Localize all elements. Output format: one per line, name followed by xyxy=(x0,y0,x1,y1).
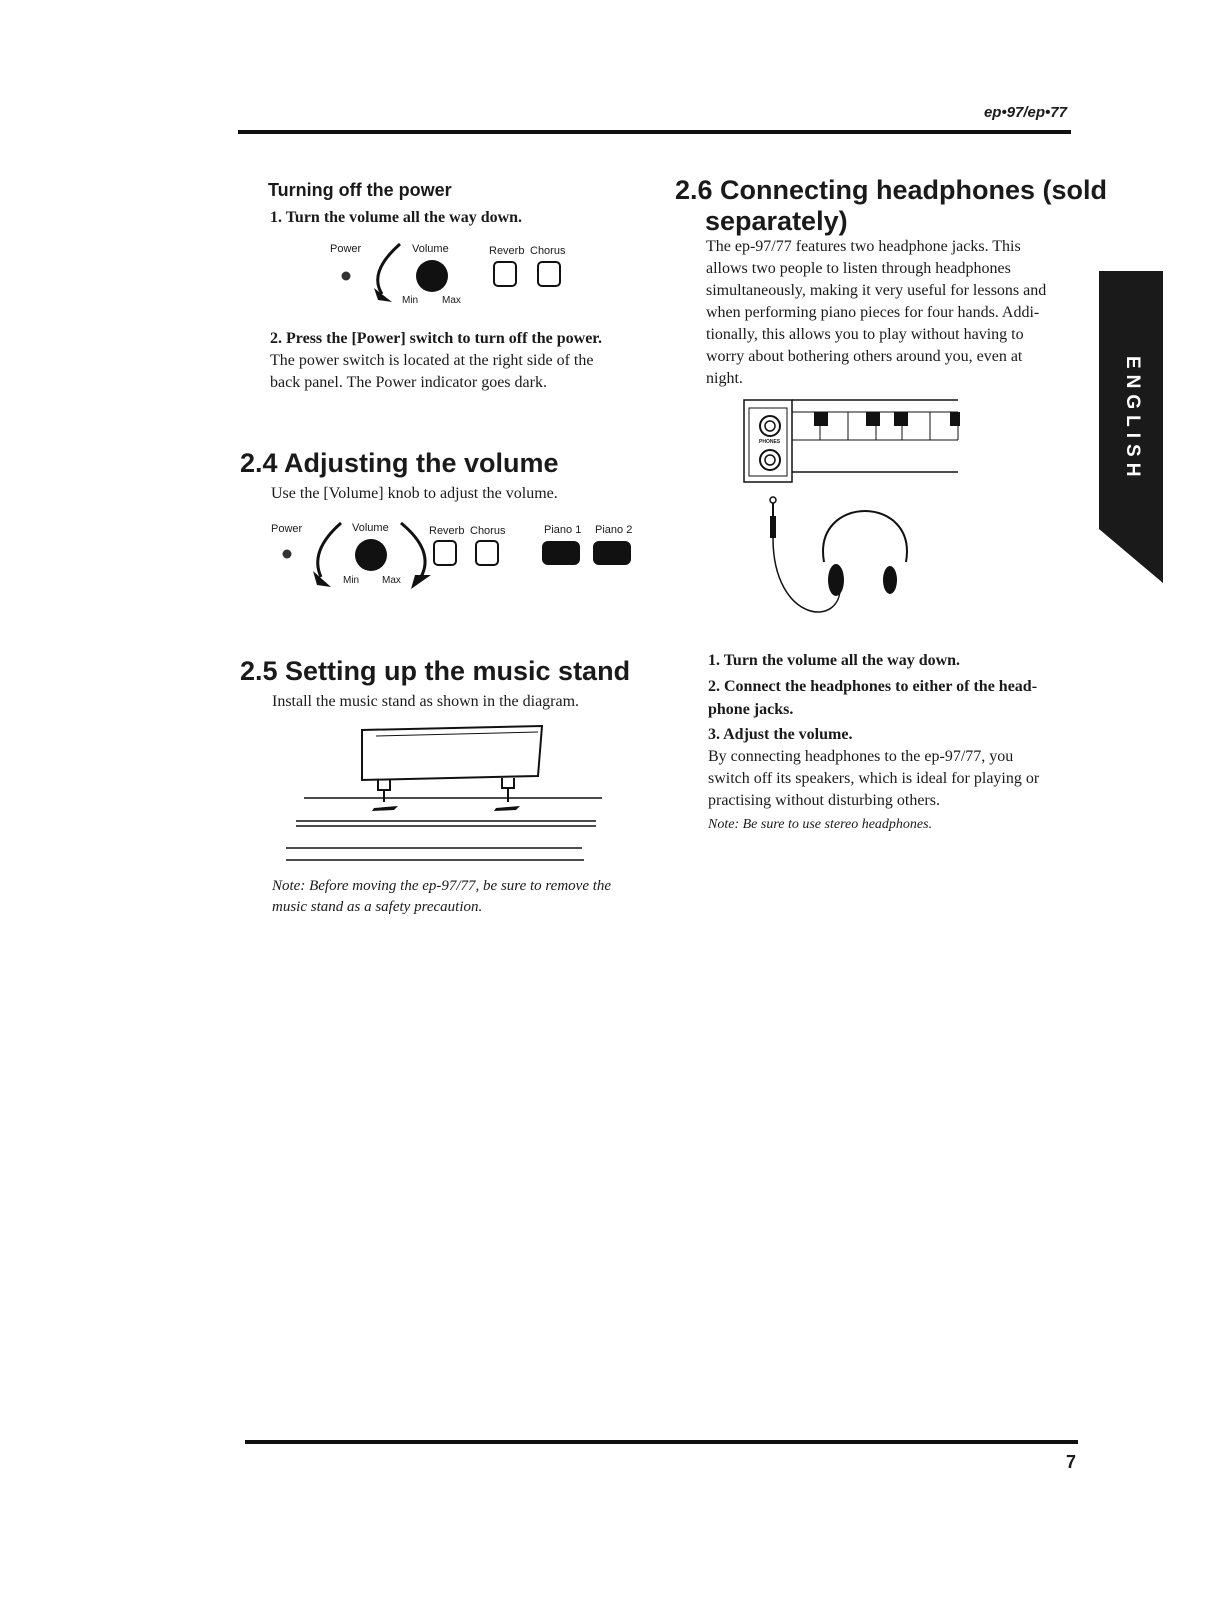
chorus-label: Chorus xyxy=(470,525,506,537)
power-off-step1: 1. Turn the volume all the way down. xyxy=(270,209,523,226)
power-off-step2: 2. Press the [Power] switch to turn off the power. xyxy=(270,330,602,347)
power-label: Power xyxy=(330,243,362,255)
headphones-step2-line1: 2. Connect the headphones to either of the head- xyxy=(708,678,1038,695)
power-off-desc-line2: back panel. The Power indicator goes dark. xyxy=(270,374,547,391)
english-tab-label: ENGLISH xyxy=(1122,356,1143,483)
desc-line: The ep-97/77 features two headphone jacks. This xyxy=(706,238,1021,255)
headphones-drawing xyxy=(740,394,965,634)
desc-line: allows two people to listen through headphones xyxy=(706,260,1011,277)
power-off-heading: Turning off the power xyxy=(268,180,452,200)
desc-line: switch off its speakers, which is ideal for playing or xyxy=(708,770,1040,787)
reverb-label: Reverb xyxy=(489,245,525,257)
max-label: Max xyxy=(382,575,401,586)
headphones-step3-desc xyxy=(708,746,1039,812)
panel-drawing xyxy=(265,515,640,597)
footer-rule xyxy=(245,1440,1078,1444)
desc-line: night. xyxy=(706,370,743,387)
panel-drawing xyxy=(320,238,580,310)
min-label: Min xyxy=(402,295,419,306)
header-rule xyxy=(238,130,1071,134)
headphones-section-heading-line2: separately) xyxy=(705,206,848,236)
panel-diagram-power-off xyxy=(320,238,580,310)
max-label: Max xyxy=(442,295,461,306)
music-stand-section-heading: 2.5 Setting up the music stand xyxy=(240,656,631,686)
min-label: Min xyxy=(343,575,360,586)
page-number: 7 xyxy=(1065,1452,1076,1472)
volume-intro: Use the [Volume] knob to adjust the volume. xyxy=(271,485,558,502)
volume-label: Volume xyxy=(352,522,389,534)
volume-section-heading: 2.4 Adjusting the volume xyxy=(240,448,559,478)
headphones-step2-line2: phone jacks. xyxy=(708,701,794,718)
desc-line: By connecting headphones to the ep-97/77, you xyxy=(708,748,1014,765)
desc-line: when performing piano pieces for four hands. Addi- xyxy=(706,304,1040,321)
headphones-note: Note: Be sure to use stereo headphones. xyxy=(708,817,933,832)
phones-jack-label: PHONES xyxy=(759,439,781,445)
header-model-name: ep•97/ep•77 xyxy=(983,104,1067,121)
music-stand-note-line1: Note: Before moving the ep-97/77, be sure to remove the xyxy=(272,878,612,894)
headphones-section-heading-line1: 2.6 Connecting headphones (sold xyxy=(675,175,1108,205)
desc-line: practising without disturbing others. xyxy=(708,792,940,809)
volume-label: Volume xyxy=(412,243,449,255)
headphones-diagram xyxy=(740,394,965,634)
piano1-label: Piano 1 xyxy=(544,524,582,536)
power-label: Power xyxy=(271,523,303,535)
music-stand-note-line2: music stand as a safety precaution. xyxy=(272,899,483,915)
chorus-label: Chorus xyxy=(530,245,566,257)
headphones-step3: 3. Adjust the volume. xyxy=(708,726,853,743)
desc-line: tionally, this allows you to play without having to xyxy=(706,326,1024,343)
power-off-desc-line1: The power switch is located at the right side of the xyxy=(270,352,594,369)
desc-line: worry about bothering others around you, even at xyxy=(706,348,1023,365)
music-stand-intro: Install the music stand as shown in the diagram. xyxy=(272,693,580,710)
headphones-description xyxy=(706,236,1046,390)
music-stand-diagram xyxy=(280,718,610,866)
headphones-step1: 1. Turn the volume all the way down. xyxy=(708,652,961,669)
panel-diagram-volume xyxy=(265,515,640,597)
desc-line: simultaneously, making it very useful for lessons and xyxy=(706,282,1047,299)
piano2-label: Piano 2 xyxy=(595,524,633,536)
reverb-label: Reverb xyxy=(429,525,465,537)
